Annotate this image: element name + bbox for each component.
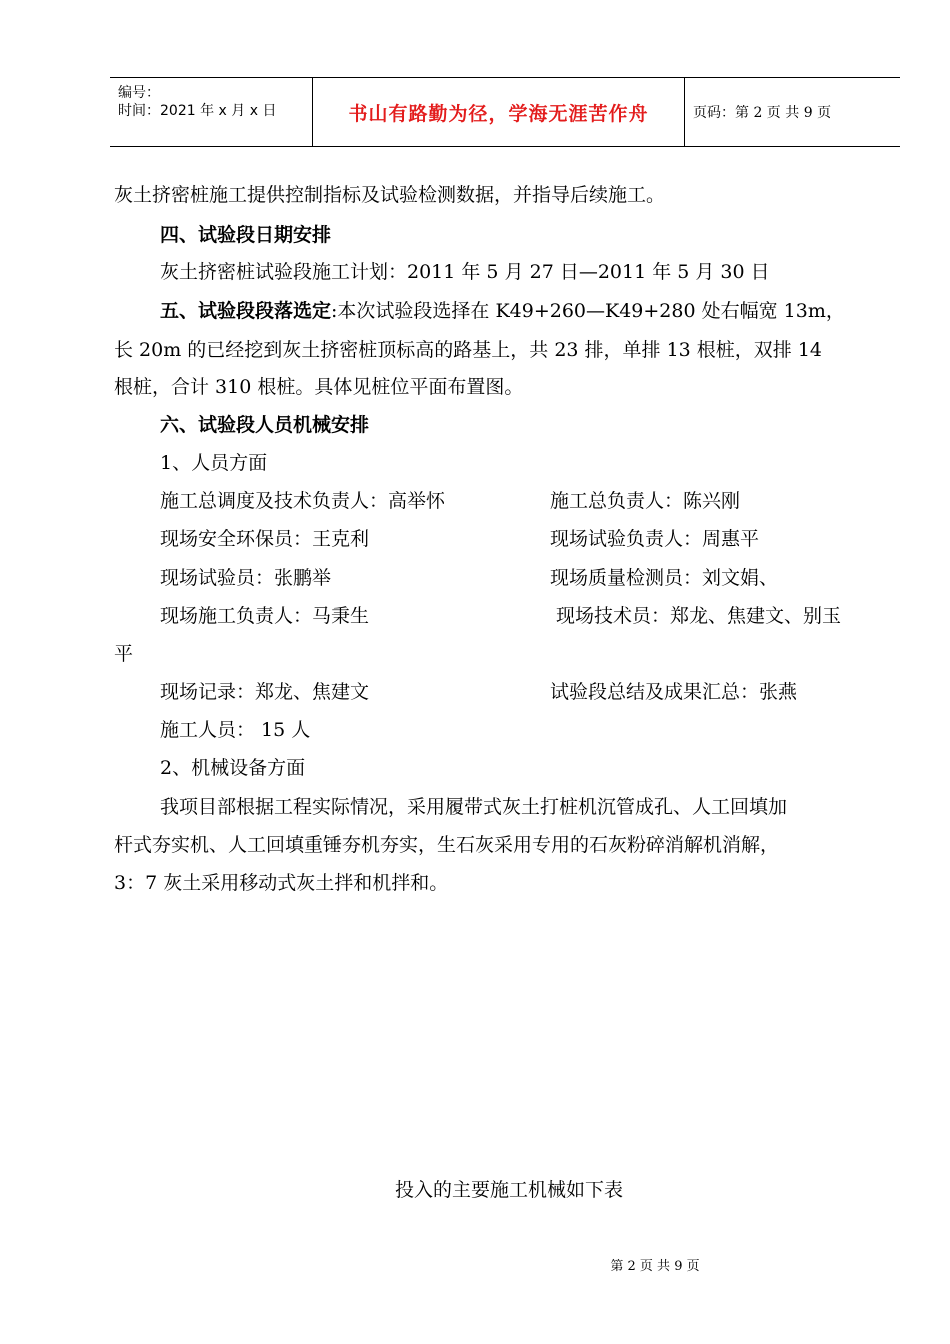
- paragraph-equipment-line3: 3：7 灰土采用移动式灰土拌和机拌和。: [114, 872, 449, 894]
- subsection-equipment: 2、机械设备方面: [160, 757, 306, 779]
- header-motto-cell: [312, 78, 685, 146]
- table-caption: 投入的主要施工机械如下表: [395, 1179, 624, 1201]
- staff-right: 现场技术员：郑龙、焦建文、别玉: [556, 605, 842, 627]
- section-5-line: [160, 298, 845, 324]
- paragraph-section-5-line3: 根桩，合计 310 根桩。具体见桩位平面布置图。: [114, 376, 524, 398]
- staff-right: 现场质量检测员：刘文娟、: [550, 567, 779, 589]
- page-header: [110, 77, 900, 147]
- section-heading-5: 五、试验段段落选定: [160, 300, 332, 322]
- subsection-personnel: 1、人员方面: [160, 452, 268, 474]
- staff-wrap: 平: [114, 643, 134, 665]
- paragraph-equipment-line2: 杆式夯实机、人工回填重锤夯机夯实，生石灰采用专用的石灰粉碎消解机消解，: [114, 834, 780, 856]
- section-heading-4: 四、试验段日期安排: [160, 224, 332, 246]
- header-page-cell: [685, 78, 900, 146]
- section-5-text: :本次试验段选择在 K49+260—K49+280 处右幅宽 13m，: [331, 300, 845, 322]
- staff-left: 现场施工负责人：马秉生: [160, 605, 370, 627]
- code-label: 编号：: [118, 85, 160, 101]
- page-footer: [0, 1255, 950, 1274]
- staff-left: 现场试验员：张鹏举: [160, 567, 332, 589]
- footer-page-number: 第 2 页 共 9 页: [610, 1259, 700, 1274]
- time-label: 时间：2021 年 x 月 x 日: [118, 103, 277, 119]
- paragraph-continued: 灰土挤密桩施工提供控制指标及试验检测数据，并指导后续施工。: [114, 184, 666, 206]
- staff-right: 现场试验负责人：周惠平: [550, 528, 760, 550]
- paragraph-section-5-line2: 长 20m 的已经挖到灰土挤密桩顶标高的路基上，共 23 排，单排 13 根桩，双排 14: [114, 339, 823, 361]
- staff-left: 现场记录：郑龙、焦建文: [160, 681, 370, 703]
- paragraph-schedule: 灰土挤密桩试验段施工计划：2011 年 5 月 27 日—2011 年 5 月 30 日: [160, 261, 770, 283]
- staff-right: 试验段总结及成果汇总：张燕: [550, 681, 798, 703]
- paragraph-equipment-line1: 我项目部根据工程实际情况，采用履带式灰土打桩机沉管成孔、人工回填加: [160, 796, 788, 818]
- header-page-label: 页码：第 2 页 共 9 页: [693, 105, 832, 121]
- header-motto: 书山有路勤为径，学海无涯苦作舟: [348, 102, 649, 125]
- workers-count: 施工人员： 15 人: [160, 719, 311, 741]
- header-meta: [110, 78, 312, 146]
- staff-right: 施工总负责人：陈兴刚: [550, 490, 741, 512]
- staff-left: 现场安全环保员：王克利: [160, 528, 370, 550]
- staff-left: 施工总调度及技术负责人：高举怀: [160, 490, 446, 512]
- section-heading-6: 六、试验段人员机械安排: [160, 414, 370, 436]
